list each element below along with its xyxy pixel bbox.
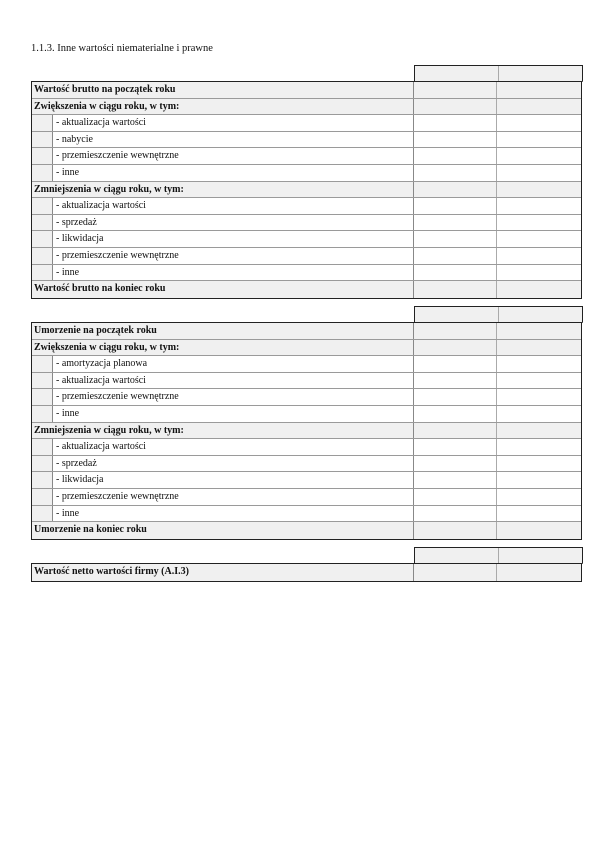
table-row (32, 82, 581, 99)
table-row (32, 132, 581, 149)
table-row (32, 215, 581, 232)
value-cell-1[interactable] (414, 265, 497, 281)
value-cell-1[interactable] (414, 281, 497, 298)
indent-cell (32, 248, 53, 264)
table-row (32, 340, 581, 357)
value-cell-1[interactable] (414, 456, 497, 472)
row-label (32, 356, 414, 372)
row-label: Zwiększenia w ciągu roku, w tym: (32, 340, 414, 356)
table-body (31, 81, 582, 299)
value-cell-2[interactable] (497, 82, 581, 98)
value-cell-2[interactable] (497, 340, 581, 356)
indent-cell (32, 115, 53, 131)
indent-cell (32, 356, 53, 372)
row-label-text: - przemieszczenie wewnętrzne (56, 249, 179, 261)
row-label (32, 489, 414, 505)
row-label-text: - likwidacja (56, 474, 104, 486)
table-body (31, 322, 582, 540)
indent-cell (32, 231, 53, 247)
value-cell-2[interactable] (497, 148, 581, 164)
row-label: Zmniejszenia w ciągu roku, w tym: (32, 182, 414, 198)
value-cell-2[interactable] (497, 182, 581, 198)
depreciation-table (31, 306, 582, 540)
row-label: Wartość brutto na koniec roku (32, 281, 414, 298)
value-cell-1[interactable] (414, 215, 497, 231)
net-value-table (31, 547, 582, 582)
value-cell-1[interactable] (414, 340, 497, 356)
row-label-text: - inne (56, 166, 80, 178)
value-cell-1[interactable] (414, 472, 497, 488)
row-label: Wartość brutto na początek roku (32, 82, 414, 98)
value-cell-1[interactable] (414, 373, 497, 389)
value-cell-1[interactable] (414, 489, 497, 505)
column-headers (414, 65, 583, 82)
row-label (32, 506, 414, 522)
row-label: Umorzenie na koniec roku (32, 522, 414, 539)
column-headers (414, 547, 583, 564)
table-row (32, 373, 581, 390)
table-row (32, 231, 581, 248)
table-row (32, 489, 581, 506)
indent-cell (32, 265, 53, 281)
row-label-text: - inne (56, 407, 80, 419)
row-label: Zwiększenia w ciągu roku, w tym: (32, 99, 414, 115)
row-label-text: - amortyzacja planowa (56, 358, 148, 370)
table-row (32, 506, 581, 523)
row-label: Zmniejszenia w ciągu roku, w tym: (32, 423, 414, 439)
value-cell-1[interactable] (414, 356, 497, 372)
value-cell-1[interactable] (414, 99, 497, 115)
value-cell-2[interactable] (497, 231, 581, 247)
row-label (32, 165, 414, 181)
value-cell-2[interactable] (497, 439, 581, 455)
row-label-text: - aktualizacja wartości (56, 374, 146, 386)
value-cell-2[interactable] (497, 323, 581, 339)
table-row (32, 456, 581, 473)
row-label-text: - aktualizacja wartości (56, 441, 146, 453)
table-row (32, 406, 581, 423)
indent-cell (32, 148, 53, 164)
column-header-1 (415, 66, 499, 81)
row-label (32, 472, 414, 488)
value-cell-2[interactable] (497, 356, 581, 372)
indent-cell (32, 389, 53, 405)
value-cell-2[interactable] (497, 489, 581, 505)
row-label-text: - przemieszczenie wewnętrzne (56, 391, 179, 403)
table-row (32, 323, 581, 340)
value-cell-2[interactable] (497, 115, 581, 131)
value-cell-2[interactable] (497, 522, 581, 539)
section-title: 1.1.3. Inne wartości niematerialne i prawne (31, 43, 213, 54)
value-cell-1[interactable] (414, 165, 497, 181)
value-cell-2[interactable] (497, 472, 581, 488)
row-label (32, 215, 414, 231)
row-label-text: - aktualizacja wartości (56, 117, 146, 129)
row-label (32, 265, 414, 281)
value-cell-1[interactable] (414, 522, 497, 539)
table-header (31, 65, 582, 81)
table-row (32, 99, 581, 116)
table-row (32, 472, 581, 489)
value-cell-2[interactable] (497, 506, 581, 522)
value-cell-2[interactable] (497, 165, 581, 181)
value-cell-1[interactable] (414, 182, 497, 198)
indent-cell (32, 489, 53, 505)
table-row (32, 198, 581, 215)
row-label-text: - przemieszczenie wewnętrzne (56, 490, 179, 502)
value-cell-2[interactable] (497, 389, 581, 405)
row-label (32, 373, 414, 389)
row-label (32, 389, 414, 405)
value-cell-2[interactable] (497, 132, 581, 148)
row-label-text: - likwidacja (56, 233, 104, 245)
value-cell-1[interactable] (414, 248, 497, 264)
indent-cell (32, 472, 53, 488)
indent-cell (32, 406, 53, 422)
value-cell-2[interactable] (497, 564, 581, 581)
row-label (32, 198, 414, 214)
table-row (32, 522, 581, 539)
table-row (32, 165, 581, 182)
row-label-text: - nabycie (56, 133, 93, 145)
indent-cell (32, 506, 53, 522)
row-label-text: - sprzedaż (56, 457, 97, 469)
row-label (32, 439, 414, 455)
row-label (32, 148, 414, 164)
row-label-text: - inne (56, 507, 80, 519)
row-label: Wartość netto wartości firmy (A.I.3) (32, 564, 414, 581)
row-label-text: - przemieszczenie wewnętrzne (56, 150, 179, 162)
value-cell-2[interactable] (497, 406, 581, 422)
value-cell-1[interactable] (414, 198, 497, 214)
row-label (32, 406, 414, 422)
value-cell-2[interactable] (497, 281, 581, 298)
table-header (31, 306, 582, 322)
row-label (32, 248, 414, 264)
value-cell-2[interactable] (497, 99, 581, 115)
table-row (32, 439, 581, 456)
row-label (32, 132, 414, 148)
indent-cell (32, 165, 53, 181)
row-label (32, 456, 414, 472)
value-cell-1[interactable] (414, 506, 497, 522)
row-label (32, 115, 414, 131)
table-row (32, 182, 581, 199)
table-row (32, 423, 581, 440)
value-cell-1[interactable] (414, 389, 497, 405)
value-cell-1[interactable] (414, 323, 497, 339)
table-row (32, 148, 581, 165)
value-cell-1[interactable] (414, 148, 497, 164)
row-label-text: - aktualizacja wartości (56, 200, 146, 212)
table-row (32, 281, 581, 298)
indent-cell (32, 439, 53, 455)
value-cell-2[interactable] (497, 215, 581, 231)
column-header-1 (415, 548, 499, 563)
value-cell-2[interactable] (497, 248, 581, 264)
value-cell-1[interactable] (414, 82, 497, 98)
value-cell-1[interactable] (414, 406, 497, 422)
value-cell-1[interactable] (414, 115, 497, 131)
value-cell-1[interactable] (414, 231, 497, 247)
table-row (32, 564, 581, 581)
gross-value-table (31, 65, 582, 299)
row-label-text: - inne (56, 266, 80, 278)
table-header (31, 547, 582, 563)
value-cell-1[interactable] (414, 132, 497, 148)
row-label (32, 231, 414, 247)
indent-cell (32, 215, 53, 231)
row-label: Umorzenie na początek roku (32, 323, 414, 339)
table-row (32, 248, 581, 265)
indent-cell (32, 132, 53, 148)
table-row (32, 356, 581, 373)
table-row (32, 389, 581, 406)
indent-cell (32, 373, 53, 389)
value-cell-2[interactable] (497, 423, 581, 439)
table-body (31, 563, 582, 582)
indent-cell (32, 456, 53, 472)
table-row (32, 115, 581, 132)
value-cell-2[interactable] (497, 198, 581, 214)
value-cell-2[interactable] (497, 373, 581, 389)
column-headers (414, 306, 583, 323)
value-cell-2[interactable] (497, 456, 581, 472)
value-cell-1[interactable] (414, 439, 497, 455)
value-cell-1[interactable] (414, 423, 497, 439)
column-header-1 (415, 307, 499, 322)
table-row (32, 265, 581, 282)
value-cell-1[interactable] (414, 564, 497, 581)
indent-cell (32, 198, 53, 214)
value-cell-2[interactable] (497, 265, 581, 281)
row-label-text: - sprzedaż (56, 216, 97, 228)
